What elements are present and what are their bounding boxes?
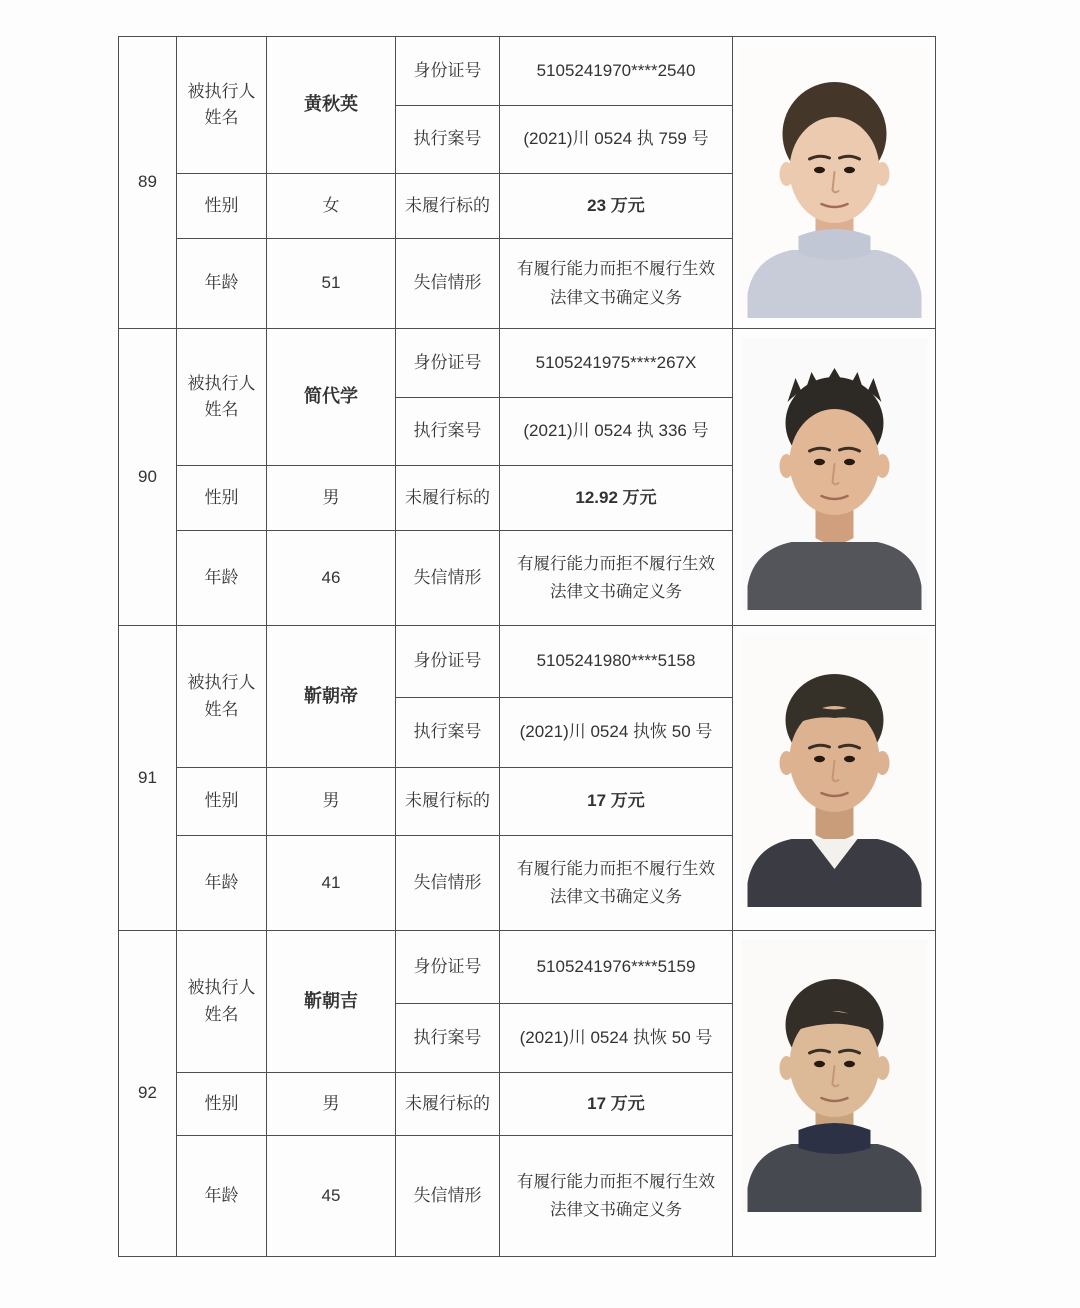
name-label: 被执行人姓名 bbox=[177, 37, 267, 174]
unfulfilled-amount-label: 未履行标的 bbox=[396, 174, 500, 239]
record-number: 90 bbox=[119, 329, 177, 626]
id-number-label: 身份证号 bbox=[396, 37, 500, 106]
id-number-label: 身份证号 bbox=[396, 626, 500, 698]
name-value: 黄秋英 bbox=[267, 37, 396, 174]
gender-label: 性别 bbox=[177, 1073, 267, 1136]
gender-value: 男 bbox=[267, 768, 396, 836]
table-row bbox=[119, 329, 936, 626]
photo-cell bbox=[733, 931, 936, 1257]
dishonesty-label: 失信情形 bbox=[396, 239, 500, 329]
name-value: 靳朝帝 bbox=[267, 626, 396, 768]
dishonesty-value: 有履行能力而拒不履行生效法律文书确定义务 bbox=[500, 1136, 733, 1257]
case-number-value: (2021)川 0524 执恢 50 号 bbox=[500, 1004, 733, 1073]
age-label: 年龄 bbox=[177, 836, 267, 931]
unfulfilled-amount-label: 未履行标的 bbox=[396, 768, 500, 836]
name-label: 被执行人姓名 bbox=[177, 329, 267, 466]
dishonest-persons-table bbox=[118, 36, 936, 1257]
age-label: 年龄 bbox=[177, 239, 267, 329]
unfulfilled-amount-value: 23 万元 bbox=[500, 174, 733, 239]
case-number-label: 执行案号 bbox=[396, 698, 500, 768]
portrait-photo bbox=[741, 46, 928, 318]
unfulfilled-amount-value: 17 万元 bbox=[500, 768, 733, 836]
age-value: 51 bbox=[267, 239, 396, 329]
name-value: 简代学 bbox=[267, 329, 396, 466]
table-row bbox=[119, 37, 936, 329]
id-number-value: 5105241975****267X bbox=[500, 329, 733, 398]
age-label: 年龄 bbox=[177, 1136, 267, 1257]
unfulfilled-amount-value: 17 万元 bbox=[500, 1073, 733, 1136]
record-number: 92 bbox=[119, 931, 177, 1257]
dishonesty-value: 有履行能力而拒不履行生效法律文书确定义务 bbox=[500, 531, 733, 626]
dishonesty-label: 失信情形 bbox=[396, 531, 500, 626]
id-number-label: 身份证号 bbox=[396, 931, 500, 1004]
photo-cell bbox=[733, 626, 936, 931]
name-label: 被执行人姓名 bbox=[177, 626, 267, 768]
case-number-label: 执行案号 bbox=[396, 106, 500, 174]
table-row bbox=[119, 931, 936, 1257]
unfulfilled-amount-label: 未履行标的 bbox=[396, 1073, 500, 1136]
case-number-value: (2021)川 0524 执 759 号 bbox=[500, 106, 733, 174]
portrait-photo bbox=[741, 338, 928, 610]
name-label: 被执行人姓名 bbox=[177, 931, 267, 1073]
portrait-photo bbox=[741, 635, 928, 907]
record-number: 91 bbox=[119, 626, 177, 931]
case-number-label: 执行案号 bbox=[396, 398, 500, 466]
portrait-photo bbox=[741, 940, 928, 1212]
gender-value: 男 bbox=[267, 1073, 396, 1136]
unfulfilled-amount-label: 未履行标的 bbox=[396, 466, 500, 531]
gender-label: 性别 bbox=[177, 768, 267, 836]
gender-value: 女 bbox=[267, 174, 396, 239]
id-number-value: 5105241970****2540 bbox=[500, 37, 733, 106]
record-number: 89 bbox=[119, 37, 177, 329]
case-number-value: (2021)川 0524 执恢 50 号 bbox=[500, 698, 733, 768]
id-number-value: 5105241980****5158 bbox=[500, 626, 733, 698]
gender-label: 性别 bbox=[177, 466, 267, 531]
dishonesty-label: 失信情形 bbox=[396, 836, 500, 931]
name-value: 靳朝吉 bbox=[267, 931, 396, 1073]
id-number-value: 5105241976****5159 bbox=[500, 931, 733, 1004]
dishonesty-label: 失信情形 bbox=[396, 1136, 500, 1257]
table-row bbox=[119, 626, 936, 931]
age-value: 45 bbox=[267, 1136, 396, 1257]
age-label: 年龄 bbox=[177, 531, 267, 626]
age-value: 41 bbox=[267, 836, 396, 931]
photo-cell bbox=[733, 37, 936, 329]
case-number-value: (2021)川 0524 执 336 号 bbox=[500, 398, 733, 466]
id-number-label: 身份证号 bbox=[396, 329, 500, 398]
unfulfilled-amount-value: 12.92 万元 bbox=[500, 466, 733, 531]
gender-label: 性别 bbox=[177, 174, 267, 239]
dishonesty-value: 有履行能力而拒不履行生效法律文书确定义务 bbox=[500, 836, 733, 931]
age-value: 46 bbox=[267, 531, 396, 626]
case-number-label: 执行案号 bbox=[396, 1004, 500, 1073]
photo-cell bbox=[733, 329, 936, 626]
dishonesty-value: 有履行能力而拒不履行生效法律文书确定义务 bbox=[500, 239, 733, 329]
gender-value: 男 bbox=[267, 466, 396, 531]
